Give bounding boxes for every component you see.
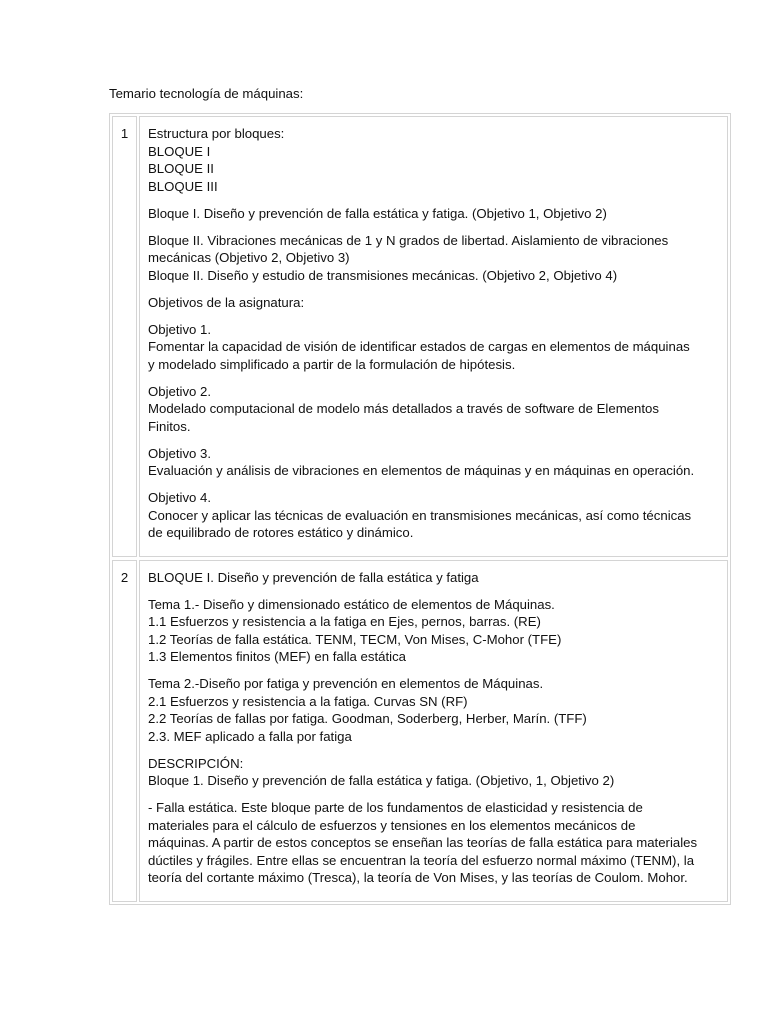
content-paragraph [148, 232, 721, 285]
content-paragraph [148, 596, 721, 666]
text-line: mecánicas (Objetivo 2, Objetivo 3) [148, 250, 350, 265]
text-line: de equilibrado de rotores estático y dinámico. [148, 525, 414, 540]
content-paragraph [148, 489, 721, 542]
text-line: máquinas. A partir de estos conceptos se enseñan las teorías de falla estática para materiales [148, 835, 698, 850]
row-content-cell [139, 116, 728, 557]
text-line: Tema 2.-Diseño por fatiga y prevención en elementos de Máquinas. [148, 676, 544, 691]
table-row [112, 560, 728, 902]
text-line: Objetivo 4. [148, 490, 212, 505]
text-line: 2.1 Esfuerzos y resistencia a la fatiga. Curvas SN (RF) [148, 693, 468, 709]
content-paragraph [148, 125, 721, 195]
content-paragraph [148, 294, 721, 312]
content-paragraph [148, 321, 721, 374]
text-line: Bloque II. Vibraciones mecánicas de 1 y N grados de libertad. Aislamiento de vibraciones [148, 232, 669, 248]
table-row [112, 116, 728, 557]
text-line: BLOQUE III [148, 178, 218, 194]
text-line: Objetivo 2. [148, 383, 212, 399]
text-line: - Falla estática. Este bloque parte de los fundamentos de elasticidad y resistencia de [148, 800, 643, 815]
content-paragraph [148, 675, 721, 745]
content-paragraph [148, 445, 721, 480]
content-paragraph [148, 205, 721, 223]
text-line: Bloque II. Diseño y estudio de transmisiones mecánicas. (Objetivo 2, Objetivo 4) [148, 267, 618, 283]
text-line: Finitos. [148, 418, 191, 434]
text-line: Modelado computacional de modelo más detallados a través de software de Elementos [148, 401, 659, 416]
content-paragraph [148, 755, 721, 790]
text-line: 1.2 Teorías de falla estática. TENM, TECM, Von Mises, C-Mohor (TFE) [148, 631, 562, 647]
text-line: 1.1 Esfuerzos y resistencia a la fatiga en Ejes, pernos, barras. (RE) [148, 614, 541, 629]
text-line: 1.3 Elementos finitos (MEF) en falla estática [148, 649, 406, 664]
text-line: Conocer y aplicar las técnicas de evaluación en transmisiones mecánicas, así como técnicas [148, 507, 692, 523]
content-paragraph [148, 383, 721, 436]
text-line: DESCRIPCIÓN: [148, 755, 244, 771]
text-line: Fomentar la capacidad de visión de identificar estados de cargas en elementos de máquinas [148, 339, 690, 354]
text-line: Objetivos de la asignatura: [148, 294, 305, 310]
row-content-cell [139, 560, 728, 902]
text-line: Evaluación y análisis de vibraciones en elementos de máquinas y en máquinas en operación. [148, 463, 695, 478]
text-line: Bloque I. Diseño y prevención de falla estática y fatiga. (Objetivo 1, Objetivo 2) [148, 205, 607, 221]
text-line: dúctiles y frágiles. Entre ellas se encuentran la teoría del esfuerzo normal máximo (TENM), la [148, 852, 695, 868]
text-line: 2.3. MEF aplicado a falla por fatiga [148, 728, 352, 744]
text-line: Estructura por bloques: [148, 126, 285, 141]
text-line: 2.2 Teorías de fallas por fatiga. Goodman, Soderberg, Herber, Marín. (TFF) [148, 711, 587, 726]
syllabus-table [109, 113, 731, 905]
document-title: Temario tecnología de máquinas: [109, 86, 304, 101]
text-line: Bloque 1. Diseño y prevención de falla estática y fatiga. (Objetivo, 1, Objetivo 2) [148, 773, 615, 788]
text-line: Tema 1.- Diseño y dimensionado estático de elementos de Máquinas. [148, 596, 555, 612]
row-number-cell: 1 [112, 116, 137, 557]
text-line: Objetivo 1. [148, 321, 212, 337]
row-number-cell: 2 [112, 560, 137, 902]
text-line: materiales para el cálculo de esfuerzos y tensiones en los elementos mecánicos de [148, 817, 636, 833]
content-paragraph [148, 799, 721, 887]
text-line: BLOQUE I. Diseño y prevención de falla estática y fatiga [148, 569, 479, 585]
text-line: BLOQUE II [148, 161, 214, 176]
text-line: Objetivo 3. [148, 445, 212, 461]
text-line: teoría del cortante máximo (Tresca), la teoría de Von Mises, y las teorías de Coulom. Mohor. [148, 870, 688, 885]
text-line: y modelado simplificado a partir de la formulación de hipótesis. [148, 356, 516, 372]
content-paragraph [148, 569, 721, 587]
text-line: BLOQUE I [148, 143, 211, 159]
